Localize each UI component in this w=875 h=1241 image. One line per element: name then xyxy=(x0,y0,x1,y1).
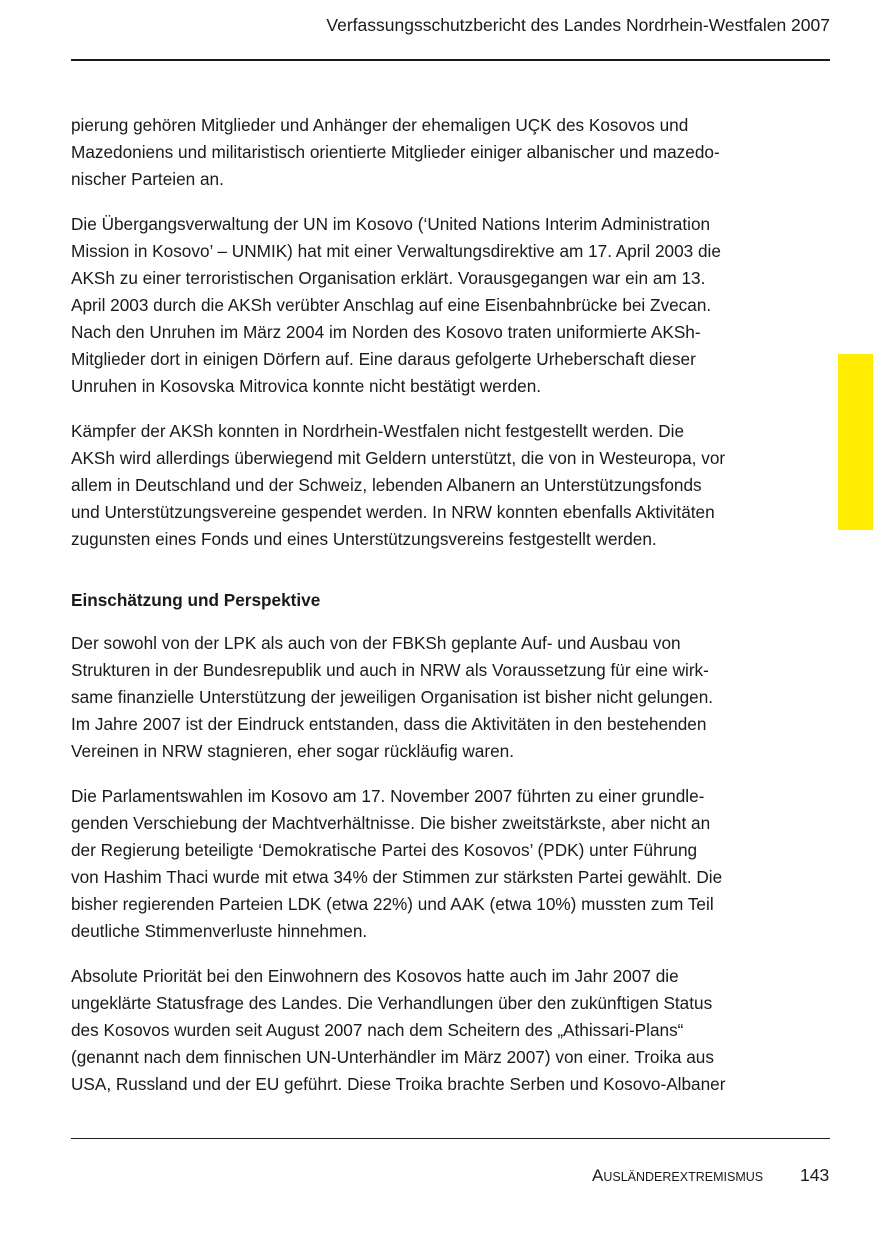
paragraph xyxy=(71,630,791,765)
paragraph xyxy=(71,112,791,193)
body-text-top xyxy=(71,112,791,553)
paragraph-line: zugunsten eines Fonds und eines Unterstützungsvereins festgestellt werden. xyxy=(71,529,657,549)
paragraph xyxy=(71,783,791,945)
footer-chapter-initial: A xyxy=(592,1166,604,1185)
paragraph-line: Mission in Kosovo’ – UNMIK) hat mit einer Verwaltungsdirektive am 17. April 2003 die xyxy=(71,241,721,261)
footer-divider xyxy=(71,1138,830,1139)
paragraph xyxy=(71,418,791,553)
paragraph-line: nischer Parteien an. xyxy=(71,169,224,189)
paragraph-line: USA, Russland und der EU geführt. Diese Troika brachte Serben und Kosovo-Albaner xyxy=(71,1074,726,1094)
paragraph-line: allem in Deutschland und der Schweiz, lebenden Albanern an Unterstützungsfonds xyxy=(71,475,702,495)
page-body xyxy=(71,112,791,1116)
paragraph-line: von Hashim Thaci wurde mit etwa 34% der Stimmen zur stärksten Partei gewählt. Die xyxy=(71,867,723,887)
paragraph-line: Absolute Priorität bei den Einwohnern des Kosovos hatte auch im Jahr 2007 die xyxy=(71,966,679,986)
paragraph-line: Mitglieder dort in einigen Dörfern auf. Eine daraus gefolgerte Urheberschaft dieser xyxy=(71,349,696,369)
header-divider xyxy=(71,59,830,61)
paragraph-line: same finanzielle Unterstützung der jeweiligen Organisation ist bisher nicht gelungen. xyxy=(71,687,714,707)
section-heading: Einschätzung und Perspektive xyxy=(71,590,321,610)
paragraph-line: ungeklärte Statusfrage des Landes. Die Verhandlungen über den zukünftigen Status xyxy=(71,993,713,1013)
paragraph-line: Im Jahre 2007 ist der Eindruck entstanden, dass die Aktivitäten in den bestehenden xyxy=(71,714,707,734)
paragraph-line: deutliche Stimmenverluste hinnehmen. xyxy=(71,921,368,941)
running-header-title: Verfassungsschutzbericht des Landes Nordrhein-Westfalen 2007 xyxy=(326,15,830,35)
paragraph-line: pierung gehören Mitglieder und Anhänger der ehemaligen UÇK des Kosovos und xyxy=(71,115,689,135)
paragraph-line: genden Verschiebung der Machtverhältnisse. Die bisher zweitstärkste, aber nicht an xyxy=(71,813,711,833)
paragraph-line: Vereinen in NRW stagnieren, eher sogar rückläufig waren. xyxy=(71,741,514,761)
paragraph-line: Kämpfer der AKSh konnten in Nordrhein-Westfalen nicht festgestellt werden. Die xyxy=(71,421,685,441)
paragraph-line: (genannt nach dem finnischen UN-Unterhändler im März 2007) von einer. Troika aus xyxy=(71,1047,714,1067)
paragraph xyxy=(71,963,791,1098)
footer-chapter-name xyxy=(592,1165,763,1188)
paragraph-line: AKSh wird allerdings überwiegend mit Geldern unterstützt, die von in Westeuropa, vor xyxy=(71,448,726,468)
footer-chapter-rest: USLÄNDEREXTREMISMUS xyxy=(603,1170,764,1184)
chapter-marker-tab xyxy=(838,354,873,530)
paragraph-line: Nach den Unruhen im März 2004 im Norden des Kosovo traten uniformierte AKSh- xyxy=(71,322,701,342)
body-text-bottom xyxy=(71,630,791,1098)
paragraph-line: Der sowohl von der LPK als auch von der FBKSh geplante Auf- und Ausbau von xyxy=(71,633,681,653)
paragraph-line: Die Parlamentswahlen im Kosovo am 17. November 2007 führten zu einer grundle- xyxy=(71,786,705,806)
paragraph-line: AKSh zu einer terroristischen Organisation erklärt. Vorausgegangen war ein am 13. xyxy=(71,268,706,288)
paragraph-line: der Regierung beteiligte ‘Demokratische Partei des Kosovos’ (PDK) unter Führung xyxy=(71,840,698,860)
paragraph-line: des Kosovos wurden seit August 2007 nach dem Scheitern des „Athissari-Plans“ xyxy=(71,1020,684,1040)
paragraph-line: Die Übergangsverwaltung der UN im Kosovo (‘United Nations Interim Administration xyxy=(71,214,711,234)
page-number: 143 xyxy=(800,1165,830,1185)
paragraph xyxy=(71,211,791,400)
paragraph-line: Mazedoniens und militaristisch orientierte Mitglieder einiger albanischer und mazedo- xyxy=(71,142,720,162)
paragraph-line: Unruhen in Kosovska Mitrovica konnte nicht bestätigt werden. xyxy=(71,376,542,396)
paragraph-line: Strukturen in der Bundesrepublik und auch in NRW als Voraussetzung für eine wirk- xyxy=(71,660,709,680)
paragraph-line: April 2003 durch die AKSh verübter Anschlag auf eine Eisenbahnbrücke bei Zvecan. xyxy=(71,295,712,315)
paragraph-line: und Unterstützungsvereine gespendet werden. In NRW konnten ebenfalls Aktivitäten xyxy=(71,502,715,522)
paragraph-line: bisher regierenden Parteien LDK (etwa 22%) und AAK (etwa 10%) mussten zum Teil xyxy=(71,894,714,914)
